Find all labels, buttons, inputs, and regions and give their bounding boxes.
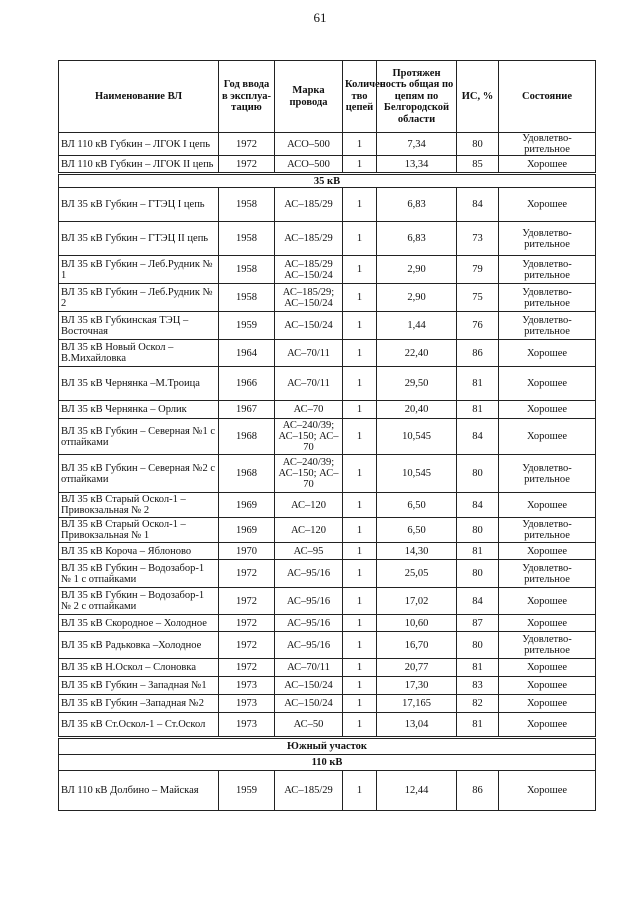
- cell-state: Хорошее: [499, 713, 596, 738]
- table-row: [59, 284, 596, 312]
- table-row: [59, 695, 596, 713]
- cell-year: 1958: [219, 256, 275, 284]
- cell-state: Удовлетво-рительное: [499, 256, 596, 284]
- cell-count: 1: [343, 367, 377, 401]
- cell-is: 81: [457, 543, 499, 560]
- cell-wire: АС–70/11: [275, 659, 343, 677]
- cell-name: ВЛ 35 кВ Губкин – Леб.Рудник № 1: [59, 256, 219, 284]
- cell-count: 1: [343, 543, 377, 560]
- cell-state: Хорошее: [499, 588, 596, 615]
- cell-length: 16,70: [377, 632, 457, 659]
- table-row: [59, 256, 596, 284]
- header-name: Наименование ВЛ: [59, 61, 219, 133]
- cell-count: 1: [343, 256, 377, 284]
- section-label: 110 кВ: [59, 755, 596, 771]
- cell-count: 1: [343, 713, 377, 738]
- cell-state: Хорошее: [499, 659, 596, 677]
- cell-count: 1: [343, 312, 377, 340]
- cell-count: 1: [343, 659, 377, 677]
- section-row: [59, 738, 596, 755]
- cell-count: 1: [343, 560, 377, 588]
- cell-length: 10,545: [377, 455, 457, 493]
- cell-name: ВЛ 35 кВ Радьковка –Холодное: [59, 632, 219, 659]
- table-row: [59, 677, 596, 695]
- cell-year: 1970: [219, 543, 275, 560]
- cell-state: Хорошее: [499, 677, 596, 695]
- table-row: [59, 367, 596, 401]
- cell-name: ВЛ 110 кВ Губкин – ЛГОК II цепь: [59, 156, 219, 174]
- cell-name: ВЛ 35 кВ Губкин – Водозабор-1 № 2 с отпайками: [59, 588, 219, 615]
- cell-wire: АС–70: [275, 401, 343, 419]
- cell-state: Удовлетво-рительное: [499, 222, 596, 256]
- cell-is: 76: [457, 312, 499, 340]
- section-row: [59, 755, 596, 771]
- cell-is: 73: [457, 222, 499, 256]
- cell-wire: АС–95: [275, 543, 343, 560]
- cell-count: 1: [343, 188, 377, 222]
- cell-length: 13,04: [377, 713, 457, 738]
- cell-length: 12,44: [377, 771, 457, 811]
- cell-is: 85: [457, 156, 499, 174]
- cell-year: 1973: [219, 695, 275, 713]
- cell-is: 81: [457, 713, 499, 738]
- cell-state: Удовлетво-рительное: [499, 284, 596, 312]
- cell-is: 87: [457, 615, 499, 632]
- cell-name: ВЛ 35 кВ Старый Оскол-1 – Привокзальная № 1: [59, 518, 219, 543]
- cell-length: 1,44: [377, 312, 457, 340]
- cell-name: ВЛ 35 кВ Корочa – Яблоново: [59, 543, 219, 560]
- cell-is: 86: [457, 771, 499, 811]
- cell-name: ВЛ 35 кВ Губкин – ГТЭЦ I цепь: [59, 188, 219, 222]
- cell-year: 1972: [219, 156, 275, 174]
- cell-name: ВЛ 35 кВ Чернянка – Орлик: [59, 401, 219, 419]
- cell-year: 1966: [219, 367, 275, 401]
- cell-wire: АС–70/11: [275, 367, 343, 401]
- cell-count: 1: [343, 284, 377, 312]
- cell-wire: АС–95/16: [275, 560, 343, 588]
- table-row: [59, 401, 596, 419]
- cell-length: 6,50: [377, 518, 457, 543]
- cell-count: 1: [343, 518, 377, 543]
- table-row: [59, 340, 596, 367]
- cell-is: 80: [457, 133, 499, 156]
- cell-count: 1: [343, 133, 377, 156]
- cell-name: ВЛ 35 кВ Старый Оскол-1 – Привокзальная № 2: [59, 493, 219, 518]
- cell-name: ВЛ 35 кВ Новый Оскол – В.Михайловка: [59, 340, 219, 367]
- cell-state: Хорошее: [499, 156, 596, 174]
- cell-wire: АС–70/11: [275, 340, 343, 367]
- header-state: Состояние: [499, 61, 596, 133]
- table-row: [59, 133, 596, 156]
- table-row: [59, 493, 596, 518]
- table-row: [59, 771, 596, 811]
- cell-year: 1972: [219, 588, 275, 615]
- cell-year: 1958: [219, 284, 275, 312]
- cell-wire: АС–150/24: [275, 695, 343, 713]
- cell-length: 29,50: [377, 367, 457, 401]
- table-row: [59, 659, 596, 677]
- cell-length: 2,90: [377, 256, 457, 284]
- cell-is: 75: [457, 284, 499, 312]
- cell-state: Хорошее: [499, 419, 596, 455]
- cell-state: Хорошее: [499, 367, 596, 401]
- header-count: Количес тво цепей: [343, 61, 377, 133]
- cell-wire: АС–95/16: [275, 588, 343, 615]
- cell-length: 22,40: [377, 340, 457, 367]
- cell-wire: АС–150/24: [275, 312, 343, 340]
- cell-year: 1972: [219, 133, 275, 156]
- cell-year: 1972: [219, 632, 275, 659]
- cell-count: 1: [343, 340, 377, 367]
- cell-year: 1972: [219, 659, 275, 677]
- cell-count: 1: [343, 156, 377, 174]
- header-wire: Марка провода: [275, 61, 343, 133]
- cell-wire: АС–95/16: [275, 615, 343, 632]
- table-row: [59, 713, 596, 738]
- cell-state: Удовлетво-рительное: [499, 518, 596, 543]
- cell-state: Хорошее: [499, 401, 596, 419]
- cell-state: Удовлетво-рительное: [499, 632, 596, 659]
- cell-count: 1: [343, 222, 377, 256]
- cell-length: 20,40: [377, 401, 457, 419]
- cell-count: 1: [343, 695, 377, 713]
- cell-year: 1969: [219, 493, 275, 518]
- cell-name: ВЛ 35 кВ Губкин – Северная №2 с отпайками: [59, 455, 219, 493]
- cell-is: 80: [457, 455, 499, 493]
- cell-is: 81: [457, 401, 499, 419]
- cell-is: 80: [457, 632, 499, 659]
- cell-wire: АС–150/24: [275, 677, 343, 695]
- cell-length: 17,165: [377, 695, 457, 713]
- cell-count: 1: [343, 677, 377, 695]
- cell-length: 2,90: [377, 284, 457, 312]
- cell-is: 81: [457, 659, 499, 677]
- cell-year: 1959: [219, 771, 275, 811]
- table-row: [59, 518, 596, 543]
- cell-count: 1: [343, 493, 377, 518]
- cell-state: Удовлетво-рительное: [499, 133, 596, 156]
- table-row: [59, 156, 596, 174]
- cell-wire: АСО–500: [275, 156, 343, 174]
- cell-is: 79: [457, 256, 499, 284]
- cell-year: 1969: [219, 518, 275, 543]
- cell-wire: АС–120: [275, 518, 343, 543]
- cell-year: 1968: [219, 455, 275, 493]
- table-header-row: [59, 61, 596, 133]
- table-row: [59, 312, 596, 340]
- cell-is: 82: [457, 695, 499, 713]
- table-row: [59, 188, 596, 222]
- cell-length: 10,545: [377, 419, 457, 455]
- cell-length: 25,05: [377, 560, 457, 588]
- cell-name: ВЛ 35 кВ Губкин – ГТЭЦ II цепь: [59, 222, 219, 256]
- cell-name: ВЛ 35 кВ Губкин – Западная №1: [59, 677, 219, 695]
- cell-is: 84: [457, 188, 499, 222]
- cell-length: 6,50: [377, 493, 457, 518]
- cell-name: ВЛ 35 кВ Губкин – Леб.Рудник № 2: [59, 284, 219, 312]
- table-body: [59, 133, 596, 811]
- cell-state: Хорошее: [499, 695, 596, 713]
- cell-is: 80: [457, 560, 499, 588]
- cell-length: 6,83: [377, 222, 457, 256]
- table-row: [59, 632, 596, 659]
- cell-wire: АС–240/39; АС–150; АС–70: [275, 419, 343, 455]
- cell-name: ВЛ 35 кВ Н.Оскол – Слоновка: [59, 659, 219, 677]
- cell-is: 84: [457, 493, 499, 518]
- cell-count: 1: [343, 401, 377, 419]
- section-row: [59, 174, 596, 188]
- cell-name: ВЛ 35 кВ Ст.Оскол-1 – Ст.Оскол: [59, 713, 219, 738]
- cell-wire: АСО–500: [275, 133, 343, 156]
- cell-name: ВЛ 35 кВ Губкин – Северная №1 с отпайками: [59, 419, 219, 455]
- table-row: [59, 560, 596, 588]
- table-row: [59, 615, 596, 632]
- cell-is: 80: [457, 518, 499, 543]
- cell-name: ВЛ 35 кВ Губкинская ТЭЦ – Восточная: [59, 312, 219, 340]
- table-row: [59, 222, 596, 256]
- cell-is: 83: [457, 677, 499, 695]
- cell-wire: АС–185/29: [275, 771, 343, 811]
- header-is: ИС, %: [457, 61, 499, 133]
- cell-name: ВЛ 110 кВ Долбино – Майская: [59, 771, 219, 811]
- cell-name: ВЛ 35 кВ Чернянка –М.Троица: [59, 367, 219, 401]
- cell-is: 84: [457, 419, 499, 455]
- cell-state: Хорошее: [499, 771, 596, 811]
- cell-year: 1964: [219, 340, 275, 367]
- cell-count: 1: [343, 419, 377, 455]
- table-row: [59, 588, 596, 615]
- cell-wire: АС–185/29 АС–150/24: [275, 256, 343, 284]
- cell-length: 20,77: [377, 659, 457, 677]
- cell-year: 1972: [219, 615, 275, 632]
- cell-state: Удовлетво-рительное: [499, 312, 596, 340]
- cell-year: 1967: [219, 401, 275, 419]
- table-row: [59, 543, 596, 560]
- section-label: 35 кВ: [59, 174, 596, 188]
- cell-year: 1973: [219, 677, 275, 695]
- cell-state: Хорошее: [499, 188, 596, 222]
- cell-state: Хорошее: [499, 493, 596, 518]
- cell-state: Хорошее: [499, 615, 596, 632]
- power-lines-table: [58, 60, 596, 811]
- cell-length: 13,34: [377, 156, 457, 174]
- cell-year: 1958: [219, 188, 275, 222]
- table-row: [59, 455, 596, 493]
- section-label: Южный участок: [59, 738, 596, 755]
- cell-length: 10,60: [377, 615, 457, 632]
- cell-length: 17,30: [377, 677, 457, 695]
- cell-count: 1: [343, 632, 377, 659]
- cell-count: 1: [343, 771, 377, 811]
- cell-is: 81: [457, 367, 499, 401]
- cell-wire: АС–240/39; АС–150; АС–70: [275, 455, 343, 493]
- header-length: Протяжен ность общая по цепям по Белгородской области: [377, 61, 457, 133]
- cell-count: 1: [343, 455, 377, 493]
- cell-wire: АС–185/29: [275, 222, 343, 256]
- cell-length: 17,02: [377, 588, 457, 615]
- cell-state: Хорошее: [499, 340, 596, 367]
- cell-state: Удовлетво-рительное: [499, 560, 596, 588]
- cell-wire: АС–185/29; АС–150/24: [275, 284, 343, 312]
- cell-wire: АС–120: [275, 493, 343, 518]
- cell-count: 1: [343, 588, 377, 615]
- cell-wire: АС–50: [275, 713, 343, 738]
- cell-length: 6,83: [377, 188, 457, 222]
- cell-state: Хорошее: [499, 543, 596, 560]
- cell-count: 1: [343, 615, 377, 632]
- cell-state: Удовлетво-рительное: [499, 455, 596, 493]
- cell-year: 1968: [219, 419, 275, 455]
- cell-year: 1973: [219, 713, 275, 738]
- cell-name: ВЛ 35 кВ Губкин – Водозабор-1 № 1 с отпайками: [59, 560, 219, 588]
- page-number: 61: [313, 10, 327, 25]
- cell-year: 1972: [219, 560, 275, 588]
- cell-wire: АС–185/29: [275, 188, 343, 222]
- cell-name: ВЛ 35 кВ Скородное – Холодное: [59, 615, 219, 632]
- cell-wire: АС–95/16: [275, 632, 343, 659]
- cell-length: 7,34: [377, 133, 457, 156]
- table-row: [59, 419, 596, 455]
- cell-year: 1959: [219, 312, 275, 340]
- cell-name: ВЛ 110 кВ Губкин – ЛГОК I цепь: [59, 133, 219, 156]
- cell-is: 86: [457, 340, 499, 367]
- header-year: Год ввода в эксплуа-тацию: [219, 61, 275, 133]
- cell-length: 14,30: [377, 543, 457, 560]
- cell-is: 84: [457, 588, 499, 615]
- cell-year: 1958: [219, 222, 275, 256]
- cell-name: ВЛ 35 кВ Губкин –Западная №2: [59, 695, 219, 713]
